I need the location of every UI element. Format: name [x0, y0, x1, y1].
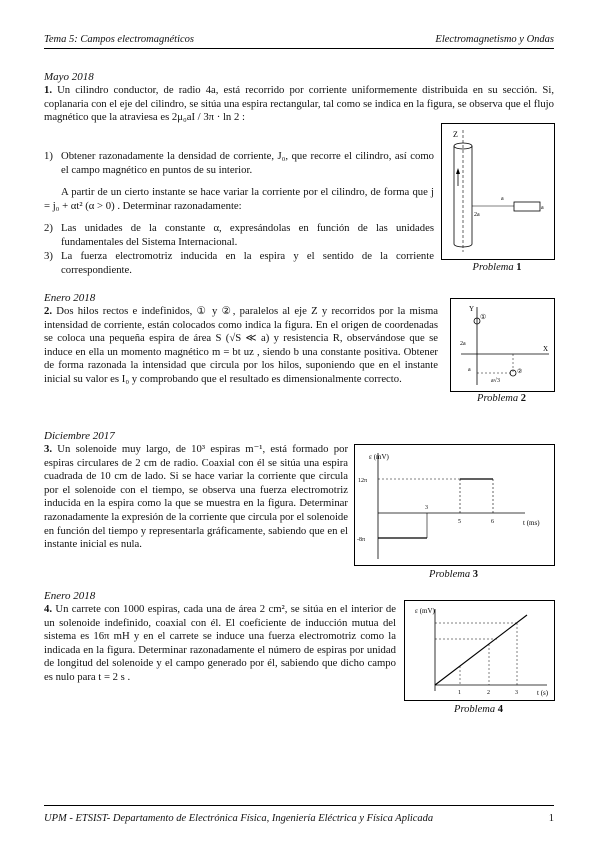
problem-2-text: Dos hilos rectos e indefinidos, ① y ②, paralelos al eje Z y recorridos por la misma intensidad de corriente, están colocados como indica la figura. En el origen de coordenadas se coloca una pequeña espira de área S (√S ≪ a) y resistencia R, observándose que se induce en ella un momento magnético m = bt uz , siendo b una constante positiva. Obtener de forma razonada la intensidad que circula por los hilos, suponiendo que en el instante inicial su valor es I₀ y comprobando que el resultado es dimensionalmente correcto.	[44, 305, 438, 385]
problem-3-text: Un solenoide muy largo, de 10³ espiras m⁻¹, está formado por espiras circulares de 2 cm de radio. Coaxial con él se sitúa una espira cuadrada de 10 cm de lado. Si se hace variar la corriente que circula por el solenoide con el tiempo, se observa una fuerza electromotriz inducida en la espira como la que se muestra en la figura. Determinar razonadamente la expresión de la corriente que circula por el solenoide en función del tiempo y representarla gráficamente, sabiendo que en el instante inicial es nula.	[44, 443, 348, 551]
problem-4-caption: Problema 4	[454, 704, 503, 715]
page-number: 1	[548, 813, 554, 824]
wire-2-distance-label: a	[468, 367, 471, 373]
problem-1-middle: A partir de un cierto instante se hace variar la corriente por el cilindro, de forma que j = j₀ + αt² (α > 0) . Determinar razonadamente:	[44, 186, 434, 212]
problem-1-number: 1.	[44, 84, 53, 96]
header-course: Electromagnetismo y Ondas	[435, 34, 554, 45]
tick-5-label: 5	[458, 519, 461, 525]
tick-6-label: 6	[491, 519, 494, 525]
wire-2-x-label: a√3	[491, 378, 500, 384]
header-topic: Tema 5: Campos electromagnéticos	[44, 34, 194, 45]
x-axis-label: t (s)	[537, 689, 549, 697]
x-axis-label: t (ms)	[523, 519, 540, 527]
loop-width-label: a	[541, 205, 544, 211]
loop-distance-label: 2a	[474, 212, 480, 218]
problem-1-text: Un cilindro conductor, de radio 4a, está recorrido por corriente uniformemente distribuida en su sección. Si, coplanaria con el eje del cilindro, se sitúa una espira rectangular, tal como se indica en la figura, se observa que el flujo magnético que la atraviesa es	[44, 84, 554, 124]
emf-step-graph	[355, 445, 554, 565]
problem-4-figure	[404, 600, 555, 701]
item-number: 2)	[44, 222, 53, 234]
problem-1-flux: 2μ₀aI / 3π · ln 2 :	[171, 111, 245, 124]
problem-2-caption: Problema 2	[477, 393, 526, 404]
cylinder-loop-diagram	[442, 124, 554, 259]
item-number: 1)	[44, 150, 53, 162]
x-axis-label: X	[543, 345, 549, 353]
problem-1-session: Mayo 2018	[44, 71, 94, 83]
footer-department: UPM - ETSIST- Departamento de Electrónica Física, Ingeniería Eléctrica y Física Aplicada	[44, 813, 434, 824]
y-axis-label: ε (mV)	[369, 453, 389, 461]
problem-1-statement	[44, 84, 554, 125]
item-number: 3)	[44, 250, 53, 262]
problem-3-number: 3.	[44, 443, 53, 455]
problem-2-figure	[450, 298, 555, 392]
problem-3-figure	[354, 444, 555, 566]
problem-3-session: Diciembre 2017	[44, 430, 115, 442]
item-text: Las unidades de la constante α, expresándolas en función de las unidades fundamentales del Sistema Internacional.	[61, 222, 434, 248]
emf-high-label: 12π	[358, 478, 368, 484]
page-header	[44, 34, 554, 49]
emf-ramp-graph	[405, 601, 554, 700]
problem-4-statement	[44, 603, 396, 685]
problem-1-figure	[441, 123, 555, 260]
tick-2-label: 2	[487, 690, 490, 696]
problem-4-number: 4.	[44, 603, 53, 615]
tick-3-label: 3	[515, 690, 518, 696]
problem-4-session: Enero 2018	[44, 590, 96, 602]
item-text: La fuerza electromotriz inducida en la espira y el sentido de la corriente correspondiente.	[61, 250, 434, 276]
problem-1-caption: Problema 1	[472, 262, 522, 273]
wire-1-distance-label: 2a	[460, 341, 466, 347]
y-axis-label: Y	[469, 305, 475, 313]
two-wires-diagram	[451, 299, 554, 391]
problem-3-caption: Problema 3	[429, 569, 478, 580]
z-axis-label: Z	[453, 130, 458, 139]
wire-1-label: ①	[480, 313, 487, 321]
loop-height-label: a	[501, 196, 504, 202]
y-axis-label: ε (mV)	[415, 607, 435, 615]
problem-2-session: Enero 2018	[44, 292, 96, 304]
wire-2-label: ②	[517, 369, 523, 375]
tick-1-label: 1	[458, 690, 461, 696]
problem-2-statement	[44, 305, 438, 387]
tick-3-label: 3	[425, 505, 428, 511]
problem-4-text: Un carrete con 1000 espiras, cada una de área 2 cm², se sitúa en el interior de un solenoide indefinido, coaxial con él. El coeficiente de inducción mutua del sistema es 16π mH y en el carrete se induce una fuerza electromotriz como la indicada en la figura. Determinar razonadamente el número de espiras por unidad de longitud del solenoide y el campo generado por él, sabiendo que dicho campo es nulo para t = 2 s .	[44, 603, 396, 683]
problem-3-statement	[44, 443, 348, 552]
item-text: Obtener razonadamente la densidad de corriente, J₀, que recorre el cilindro, así como el campo magnético en puntos de su interior.	[61, 150, 434, 176]
emf-low-label: -8π	[357, 537, 366, 543]
page-footer	[44, 805, 554, 828]
problem-2-number: 2.	[44, 305, 53, 317]
